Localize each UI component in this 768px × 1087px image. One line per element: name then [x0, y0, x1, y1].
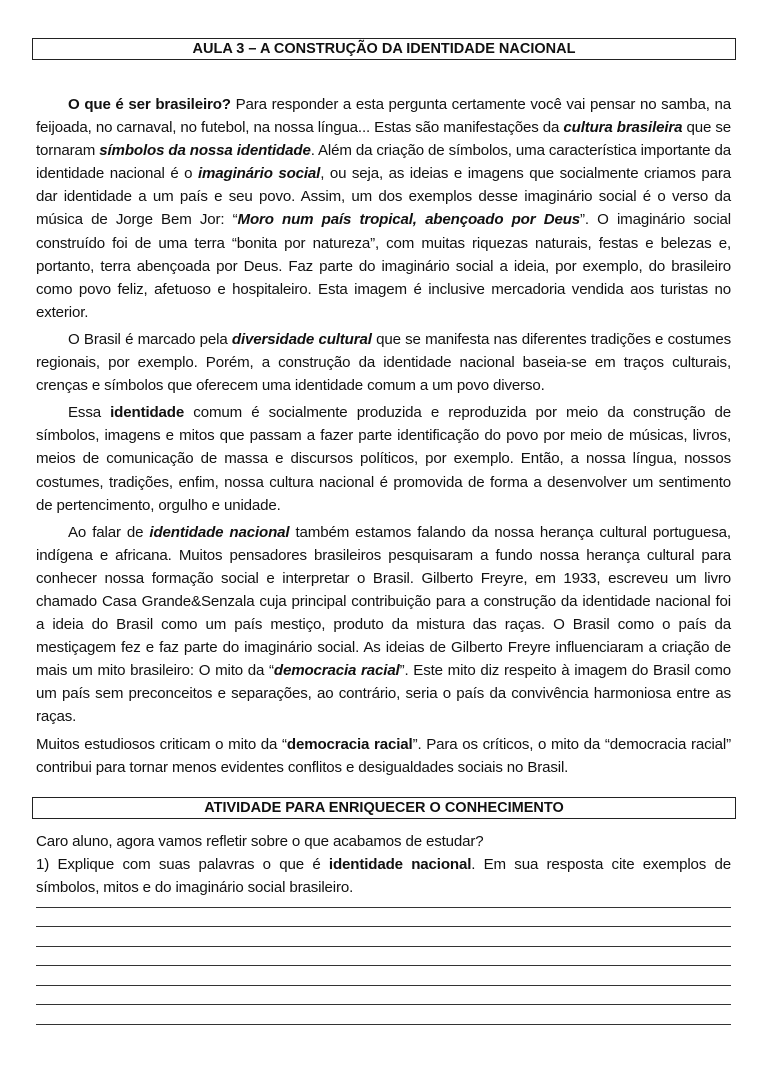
answer-line[interactable]	[36, 1005, 731, 1025]
emphasis-democracia-racial: democracia racial	[273, 662, 400, 680]
paragraph-5	[36, 733, 731, 779]
answer-line[interactable]	[36, 947, 731, 967]
activity-title: ATIVIDADE PARA ENRIQUECER O CONHECIMENTO	[204, 800, 564, 816]
emphasis-diversidade-cultural: diversidade cultural	[231, 330, 372, 348]
answer-line[interactable]	[36, 908, 731, 928]
text-span: Para responder a esta pergunta certamente você vai pensar no samba, na feijoada, no carnaval, no futebol, na nossa língua... Estas são manifestações da	[36, 96, 731, 137]
answer-line[interactable]	[36, 927, 731, 947]
text-span: também estamos falando da nossa herança cultural portuguesa, indígena e africana. Muitos pensadores brasileiros pesquisaram a fundo nossa herança cultural para conhecer nossa formação social e interpretar o Brasil. Gilberto Freyre, em 1933, escreveu um livro chamado Casa Grande&Senzala cuja principal contribuição para a construção da identidade nacional foi a ideia do Brasil como um país mestiço, produto da mistura das raças. O Brasil como o país da mestiçagem fez e faz parte do imaginário social. As ideias de Gilberto Freyre influenciaram a criação de mais um mito brasileiro: O mito da “	[36, 523, 731, 680]
emphasis-imaginario-social: imaginário social	[197, 165, 321, 183]
text-span: Essa	[68, 404, 111, 422]
paragraph-1	[36, 93, 731, 324]
lesson-title-box	[32, 38, 736, 60]
text-span: , ou seja, as ideias e imagens que socialmente criamos para dar identidade a um país e seu povo. Assim, um dos exemplos desse imaginário social é o verso da música de Jorge Bem Jor: “	[36, 165, 731, 229]
answer-line[interactable]	[36, 888, 731, 908]
text-span: . Em sua resposta cite exemplos de símbolos, mitos e do imaginário social brasileiro.	[36, 856, 731, 897]
text-span: ”. Para os críticos, o mito da “democracia racial” contribui para tornar menos evidentes conflitos e desigualdades sociais no Brasil.	[36, 735, 731, 776]
emphasis-cultura-brasileira: cultura brasileira	[563, 119, 683, 137]
lead-question: O que é ser brasileiro?	[68, 96, 231, 113]
text-span: 1) Explique com suas palavras o que é	[36, 856, 329, 874]
text-span: Ao falar de	[68, 523, 150, 541]
text-span: comum é socialmente produzida e reproduzida por meio da construção de símbolos, imagens e mitos que passam a fazer parte identificação do povo por meio de músicas, livros, meios de comunicação de massa e discursos políticos, por exemplo. Então, a nossa língua, nossos costumes, tradições, enfim, nossa cultura nacional é promovida de forma a desenvolver um sentimento de pertencimento, orgulho e unidade.	[36, 404, 732, 514]
paragraph-4	[36, 521, 731, 729]
paragraph-3	[36, 401, 731, 516]
text-span: ”. O imaginário social construído foi de uma terra “bonita por natureza”, com muitas riquezas naturais, festas e belezas e, portanto, terra abençoada por Deus. Faz parte do imaginário social a ideia, por exemplo, do brasileiro como povo feliz, afetuoso e hospitaleiro. Esta imagem é inclusive mercadoria vendida aos turistas no exterior.	[36, 211, 732, 321]
text-span: que se manifesta nas diferentes tradições e costumes regionais, por exemplo. Porém, a construção da identidade nacional baseia-se em traços culturais, crenças e símbolos que oferecem uma identidade comum a um povo diverso.	[36, 330, 731, 395]
emphasis-identidade-nacional: identidade nacional	[328, 856, 472, 874]
answer-lines	[36, 888, 731, 1025]
lesson-body	[36, 93, 731, 779]
text-span: . Além da criação de símbolos, uma característica importante da identidade nacional é o	[36, 142, 731, 183]
answer-line[interactable]	[36, 986, 731, 1006]
answer-line[interactable]	[36, 966, 731, 986]
activity-intro: Caro aluno, agora vamos refletir sobre o que acabamos de estudar?	[36, 833, 484, 850]
lesson-title: AULA 3 – A CONSTRUÇÃO DA IDENTIDADE NACIONAL	[192, 41, 576, 57]
text-span: que se tornaram	[36, 119, 731, 160]
emphasis-democracia-racial: democracia racial	[286, 735, 413, 753]
emphasis-song-verse: Moro num país tropical, abençoado por Deus	[237, 211, 581, 229]
emphasis-identidade-nacional: identidade nacional	[149, 523, 290, 541]
emphasis-identidade: identidade	[110, 404, 185, 422]
activity-title-box	[32, 797, 736, 819]
text-span: O Brasil é marcado pela	[68, 330, 232, 348]
text-span: Muitos estudiosos criticam o mito da “	[36, 735, 287, 753]
emphasis-simbolos: símbolos da nossa identidade	[99, 142, 311, 160]
paragraph-2	[36, 328, 731, 397]
text-span: ”. Este mito diz respeito à imagem do Brasil como um país sem preconceitos e separações, ao contrário, seria o país da convivência harmoniosa entre as raças.	[36, 662, 731, 726]
